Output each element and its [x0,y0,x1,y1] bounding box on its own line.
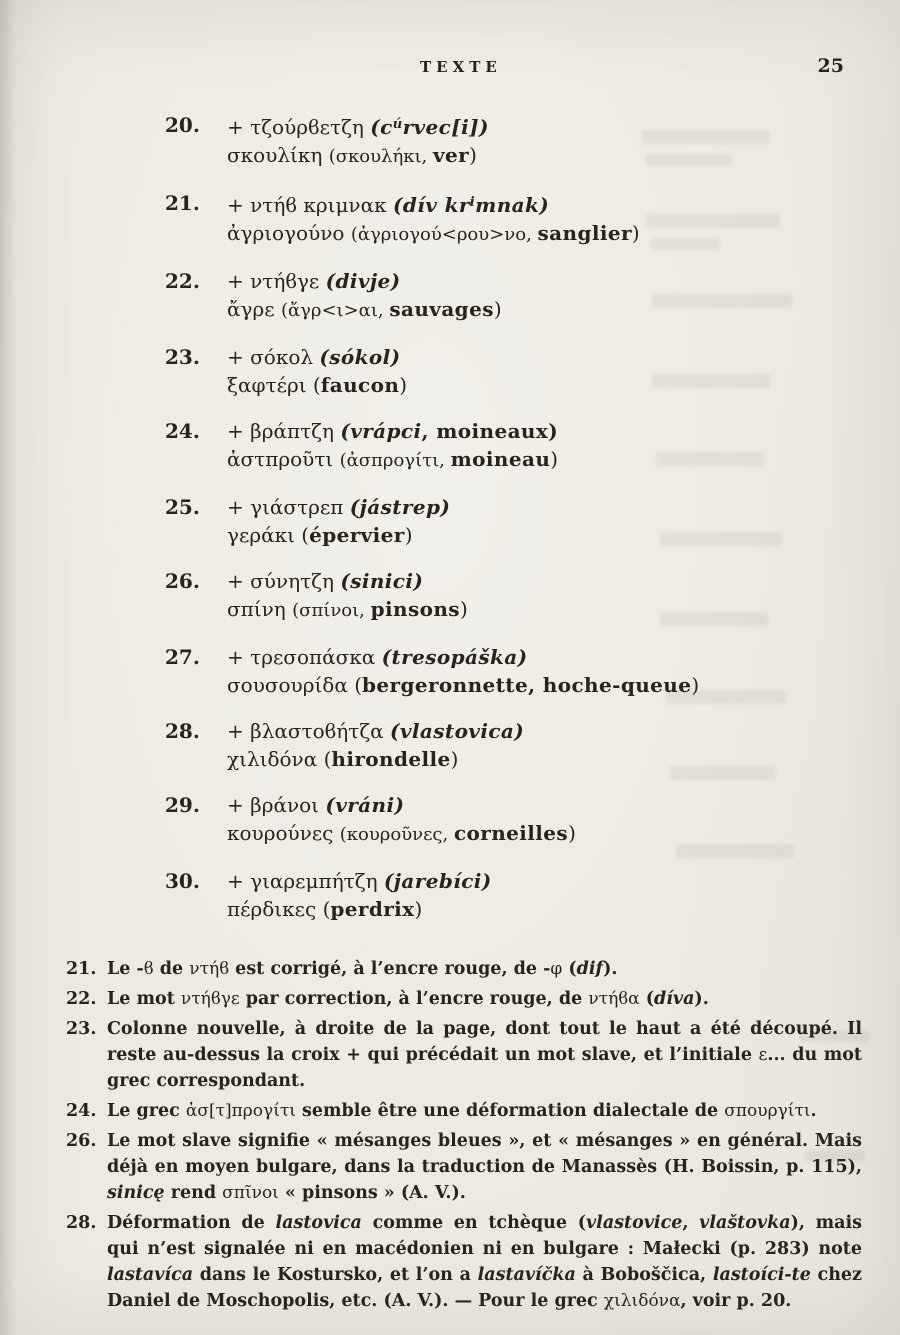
text-run: ντήϐγε [180,989,240,1009]
entry-number: 22. [165,269,200,293]
text-run: díva [654,989,695,1009]
entry-number: 30. [165,869,200,893]
text-run: moineau [450,447,551,471]
text-run: + [227,419,251,443]
footnote-text [107,1213,862,1311]
text-run: ). [603,959,618,979]
text-run: , [682,1213,700,1233]
text-run: ) [550,447,559,471]
text-run: Colonne nouvelle, à droite de la page, dont tout le haut a été découpé. Il reste au-dessus la croix + qui précédait un mot slave, et l’initiale [107,1019,862,1065]
text-run: ἄγρε [227,297,281,321]
text-run: corneilles [453,821,569,845]
text-run: πέρδικες [227,897,323,921]
text-run: (vráni) [325,793,405,817]
entry-slavic-line [227,417,815,445]
text-run: ἀστπροῦτι [227,447,340,471]
entry-number: 27. [165,645,200,669]
footnote-number: 28. [66,1213,97,1233]
entry-number: 20. [165,113,200,137]
entry-30 [165,867,815,923]
entry-number: 24. [165,419,200,443]
text-run: chez Daniel de Moschopolis, etc. (A. V.). — Pour le grec [107,1265,862,1311]
text-run: ). [694,989,709,1009]
text-run: σουσουρίδα [227,673,355,697]
text-run: χιλιδόνα [603,1291,681,1311]
text-run: semble être une déformation dialectale de [295,1101,725,1121]
text-run: ... du mot grec correspondant. [107,1045,862,1091]
text-run: ντήϐ κριμνακ [250,193,393,217]
text-run: ( [562,959,577,979]
entry-number: 25. [165,495,200,519]
entry-slavic-line [227,717,815,745]
text-run: (ἀγριογού<ρου>νο, [350,224,538,245]
text-run: lastavíčka [477,1265,576,1285]
text-run: (vrápci [340,419,422,443]
text-run: ) [631,221,640,245]
footnote-number: 21. [66,959,97,979]
entry-slavic-line [227,267,815,295]
text-run: rvec[i]) [402,115,489,139]
text-run: + [227,645,251,669]
text-run: hirondelle [331,747,451,771]
text-run: γιαρεμπήτζη [250,869,384,893]
entry-25 [165,493,815,549]
text-run: vlaštovka [699,1213,791,1233]
text-run: lastavíca [107,1265,194,1285]
entry-slavic-line [227,189,815,219]
entry-slavic-line [227,643,815,671]
footnote-23 [66,1016,862,1094]
footnote-22 [66,986,862,1012]
footnote-text [107,1019,862,1091]
text-run: (jástrep) [349,495,451,519]
text-run: τζούρϐετζη [250,115,371,139]
text-run: (dív kr [392,193,470,217]
text-run: (ἄγρ<ι>αι, [280,300,390,321]
text-run: (σπίνοι, [292,600,371,621]
text-run: Le mot slave signifie « mésanges bleues », et « mésanges » en général. Mais déjà en moyen bulgare, dans la traduction de Manassès (H. Boissin, p. 115), [107,1131,862,1177]
page-header [0,55,900,84]
text-run: pinsons [370,597,460,621]
text-run: , moineaux) [421,419,559,443]
entry-slavic-line [227,791,815,819]
entry-greek-line [227,445,815,475]
entry-greek-line [227,819,815,849]
text-run: + [227,345,251,369]
text-run: σκουλίκη [227,143,329,167]
text-run: κουρούνες [227,821,340,845]
entry-list [165,111,815,941]
footnote-21 [66,956,862,982]
text-run: ú [392,117,403,132]
entry-greek-line [227,595,815,625]
entry-greek-line [227,371,815,399]
text-run: perdrix [330,897,415,921]
text-run: bergeronnette, hoche-queue [362,673,692,697]
footnote-26 [66,1128,862,1206]
footnote-24 [66,1098,862,1124]
entry-greek-line [227,745,815,773]
text-run: par correction, à l’encre rouge, de [239,989,589,1009]
text-run: sanglier [537,221,632,245]
text-run: est corrigé, à l’encre rouge, de - [229,959,551,979]
text-run: de [153,959,190,979]
entry-24 [165,417,815,475]
text-run: σπουργίτι [724,1101,811,1121]
text-run: ϐ [143,959,154,979]
text-run: dif [576,959,604,979]
entry-26 [165,567,815,625]
text-run: ) [399,373,408,397]
text-run: (c [370,115,393,139]
text-run: (ἀσπρογίτι, [339,450,451,471]
footnote-number: 23. [66,1019,97,1039]
text-run: ( [354,673,363,697]
entry-greek-line [227,219,815,249]
text-run: ) [568,821,576,845]
entry-number: 23. [165,345,200,369]
text-run: σπίνη [227,597,293,621]
text-run: rend [164,1183,223,1203]
entry-greek-line [227,895,815,923]
text-run: γεράκι [227,523,302,547]
text-run: (κουροῦνες, [339,824,454,845]
text-run: ) [459,597,468,621]
entry-20 [165,111,815,171]
footnote-number: 24. [66,1101,97,1121]
text-run: τρεσοπάσκα [250,645,382,669]
text-run: ἀσ[τ]προγίτι [185,1101,296,1121]
text-run: Le grec [107,1101,186,1121]
text-run: Le - [107,959,144,979]
text-run: + [227,115,251,139]
text-run: βλαστοϐήτζα [250,719,391,743]
footnote-number: 22. [66,989,97,1009]
text-run: sinicę [107,1183,165,1203]
footnote-text [107,1101,817,1121]
text-run: , voir p. 20. [680,1291,792,1311]
entry-greek-line [227,295,815,325]
text-run: Déformation de [107,1213,276,1233]
text-run: ( [322,897,331,921]
footnote-28 [66,1210,862,1314]
entry-29 [165,791,815,849]
entry-slavic-line [227,867,815,895]
text-run: « pinsons » (A. V.). [278,1183,466,1203]
text-run: ντήϐ [189,959,230,979]
text-run: ξαφτέρι [227,373,313,397]
text-run: ( [639,989,655,1009]
text-run: (vlastovica) [390,719,525,743]
text-run: ντήϐγε [250,269,326,293]
entry-21 [165,189,815,249]
entry-27 [165,643,815,699]
entry-28 [165,717,815,773]
text-run: ) [691,673,700,697]
entry-number: 26. [165,569,200,593]
text-run: ( [312,373,321,397]
footnote-text [107,959,617,979]
text-run: dans le Kostursko, et l’on a [193,1265,478,1285]
text-run: ντήϐα [588,989,640,1009]
text-run: (tresopáška) [381,645,528,669]
text-run: + [227,495,251,519]
text-run: βράνοι [250,793,326,817]
text-run: faucon [320,373,400,397]
text-run: βράπτζη [250,419,341,443]
text-run: ( [323,747,332,771]
text-run: + [227,719,251,743]
text-run: ἀγριογούνο [227,221,351,245]
running-title: TEXTE [420,58,502,76]
text-run: ) [493,297,502,321]
text-run: ε [758,1045,768,1065]
text-run: (divje) [325,269,401,293]
text-run: ) [404,523,413,547]
entry-slavic-line [227,567,815,595]
text-run: sauvages [389,297,494,321]
text-run: + [227,869,251,893]
entry-number: 28. [165,719,200,743]
entry-slavic-line [227,343,815,371]
text-run: + [227,193,251,217]
text-run: épervier [309,523,405,547]
text-run: ( [301,523,310,547]
entry-slavic-line [227,111,815,141]
text-run: vlastovice [586,1213,683,1233]
text-run: + [227,793,251,817]
text-run: ) [469,143,477,167]
text-run: χιλιδόνα [227,747,324,771]
entry-23 [165,343,815,399]
footnote-text [107,1131,862,1203]
text-run: lastoíci-te [712,1265,811,1285]
entry-slavic-line [227,493,815,521]
text-run: i [469,195,476,210]
text-run: (sinici) [340,569,424,593]
footnote-text [107,989,709,1009]
entry-number: 21. [165,191,200,215]
text-run: (jarebíci) [383,869,492,893]
text-run: + [227,569,251,593]
text-run: lastovica [275,1213,362,1233]
text-run: ) [450,747,459,771]
entry-22 [165,267,815,325]
text-run: σόκολ [250,345,320,369]
entry-number: 29. [165,793,200,817]
text-run: ) [414,897,423,921]
text-run: (sókol) [319,345,401,369]
text-run: φ [550,959,563,979]
text-run: Le mot [107,989,181,1009]
text-run: σπῖνοι [222,1183,279,1203]
footnotes-block [66,956,862,1318]
footnote-number: 26. [66,1131,97,1151]
text-run: . [810,1101,817,1121]
text-run: (σκουλήκι, [328,146,434,167]
text-run: ), mais qui n’est signalée ni en macédonien ni en bulgare : Małecki (p. 283) note [107,1213,863,1259]
entry-greek-line [227,521,815,549]
entry-greek-line [227,141,815,171]
text-run: à Boboščica, [575,1265,713,1285]
page-number: 25 [817,55,844,77]
text-run: mnak) [475,193,550,217]
entry-greek-line [227,671,815,699]
text-run: ver [433,143,470,167]
text-run: σύνητζη [250,569,341,593]
text-run: + [227,269,251,293]
text-run: comme en tchèque ( [361,1213,586,1233]
text-run: γιάστρεπ [250,495,350,519]
